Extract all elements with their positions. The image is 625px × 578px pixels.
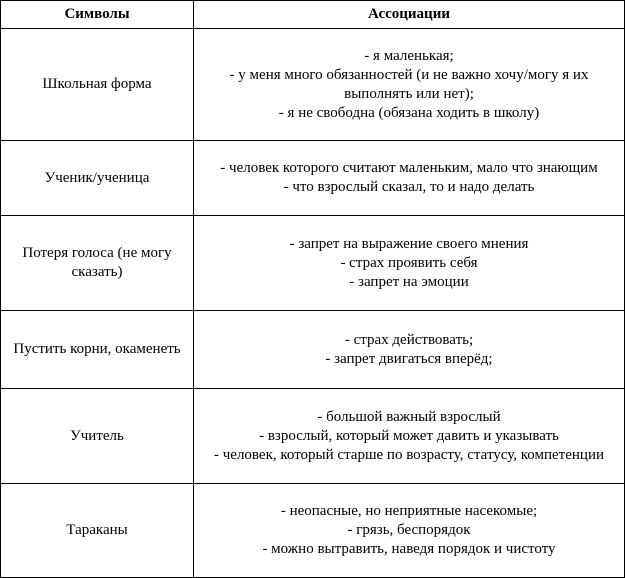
table-row [1,389,625,484]
symbol-cell: Потеря голоса (не могу сказать) [1,216,194,311]
symbol-cell: Ученик/ученица [1,141,194,216]
association-line: - я не свободна (обязана ходить в школу) [278,104,540,121]
associations-cell [194,141,625,216]
header-row [1,1,625,29]
symbol-cell: Школьная форма [1,29,194,141]
association-line: - взрослый, который может давить и указывать [259,427,559,444]
header-associations: Ассоциации [194,1,625,29]
association-line: - можно вытравить, наведя порядок и чистоту [262,541,556,557]
association-line: - у меня много обязанностей (и не важно хочу/могу я их выполнять или нет); [229,66,589,102]
header-symbols: Символы [1,1,194,29]
symbol-cell: Пустить корни, окаменеть [1,311,194,389]
table-row [1,216,625,311]
association-line: - человек, который старше по возрасту, статусу, компетенции [214,446,604,463]
association-line: - неопасные, но неприятные насекомые; [280,503,538,519]
table-row [1,141,625,216]
association-line: - грязь, беспорядок [347,522,471,538]
association-line: - я маленькая; [364,47,454,64]
table-row [1,29,625,141]
association-line: - что взрослый сказал, то и надо делать [283,179,535,195]
associations-cell [194,484,625,578]
symbol-cell: Учитель [1,389,194,484]
association-line: - запрет на выражение своего мнения [289,235,529,252]
table-row [1,484,625,578]
associations-cell [194,29,625,141]
association-line: - человек которого считают маленьким, мало что знающим [220,160,598,176]
association-line: - страх проявить себя [340,254,478,271]
symbol-cell: Тараканы [1,484,194,578]
associations-cell [194,216,625,311]
associations-cell [194,311,625,389]
association-line: - запрет двигаться вперёд; [325,350,493,367]
table-row [1,311,625,389]
association-line: - страх действовать; [344,331,474,348]
association-line: - запрет на эмоции [349,273,469,290]
associations-cell [194,389,625,484]
association-line: - большой важный взрослый [317,408,501,425]
